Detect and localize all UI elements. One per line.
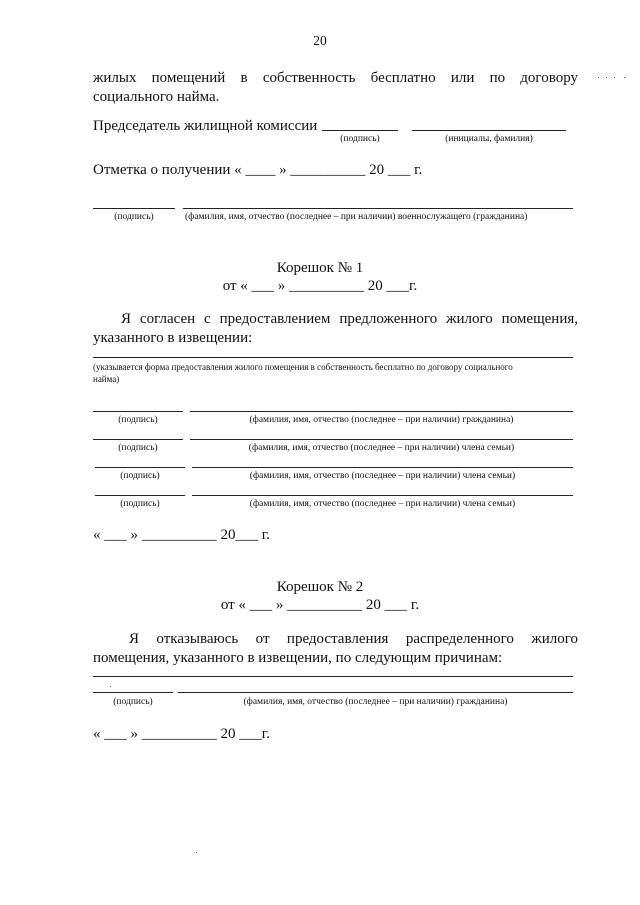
stub1-text-line-2: указанного в извещении: bbox=[93, 330, 253, 346]
stub2-sig-line bbox=[93, 692, 173, 693]
scan-speck bbox=[624, 77, 625, 78]
stub1-footer-date: « ___ » __________ 20___ г. bbox=[93, 527, 270, 543]
stub1-sig-caption-1: (подпись) bbox=[118, 415, 158, 425]
chairman-signature-line bbox=[322, 130, 398, 131]
stub1-sig-caption-2: (подпись) bbox=[118, 443, 158, 453]
stub1-sig-caption-3: (подпись) bbox=[120, 471, 160, 481]
chairman-initials-line bbox=[412, 130, 566, 131]
stub1-name-caption-3: (фамилия, имя, отчество (последнее – при наличии) члена семьи) bbox=[249, 471, 516, 481]
stub2-title: Корешок № 2 bbox=[276, 579, 364, 595]
stub1-sig-caption-4: (подпись) bbox=[120, 499, 160, 509]
chairman-initials-caption: (инициалы, фамилия) bbox=[445, 134, 533, 144]
scan-speck bbox=[614, 77, 615, 78]
stub2-name-line bbox=[178, 692, 573, 693]
receipt-mark: Отметка о получении « ____ » __________ 20 ___ г. bbox=[93, 162, 423, 178]
receipt-name-caption: (фамилия, имя, отчество (последнее – при наличии) военнослужащего (гражданина) bbox=[185, 212, 528, 222]
stub1-sig-line-4 bbox=[95, 495, 185, 496]
stub1-date: от « ___ » __________ 20 ___г. bbox=[222, 278, 418, 294]
receipt-signature-line bbox=[93, 208, 175, 209]
stub1-text-line-1: Я согласен с предоставлением предложенного жилого помещения, bbox=[121, 311, 578, 327]
stub2-footer-date: « ___ » __________ 20 ___г. bbox=[93, 726, 270, 742]
stub1-form-caption-2: найма) bbox=[93, 374, 120, 384]
stub2-date: от « ___ » __________ 20 ___ г. bbox=[220, 597, 420, 613]
stub1-name-caption-4: (фамилия, имя, отчество (последнее – при наличии) члена семьи) bbox=[249, 499, 516, 509]
receipt-signature-caption: (подпись) bbox=[114, 212, 154, 222]
scan-speck bbox=[598, 77, 599, 78]
scan-speck bbox=[196, 852, 197, 853]
intro-line-2: социального найма. bbox=[93, 89, 220, 105]
stub1-form-line bbox=[93, 357, 573, 358]
stub1-name-line-1 bbox=[190, 411, 573, 412]
stub2-text-line-2: помещения, указанного в извещении, по следующим причинам: bbox=[93, 650, 503, 666]
stub1-form-caption-1: (указывается форма предоставления жилого помещения в собственность бесплатно по договору социального bbox=[93, 362, 513, 372]
stub1-name-line-4 bbox=[192, 495, 573, 496]
stub1-name-caption-2: (фамилия, имя, отчество (последнее – при наличии) члена семьи) bbox=[248, 443, 515, 453]
chairman-label: Председатель жилищной комиссии bbox=[93, 118, 318, 134]
stub2-text-line-1: Я отказываюсь от предоставления распределенного жилого bbox=[129, 631, 578, 647]
stub2-sig-caption: (подпись) bbox=[113, 697, 153, 707]
page-number: 20 bbox=[313, 33, 327, 48]
stub1-title: Корешок № 1 bbox=[276, 260, 364, 276]
stub2-reason-line bbox=[93, 676, 573, 677]
stub1-sig-line-1 bbox=[93, 411, 183, 412]
chairman-signature-caption: (подпись) bbox=[340, 134, 380, 144]
intro-line-1: жилых помещений в собственность бесплатно или по договору bbox=[93, 70, 578, 86]
scan-speck bbox=[110, 686, 111, 687]
scan-speck bbox=[606, 77, 607, 78]
receipt-name-line bbox=[183, 208, 573, 209]
stub2-name-caption: (фамилия, имя, отчество (последнее – при наличии) гражданина) bbox=[243, 697, 508, 707]
stub1-name-line-3 bbox=[192, 467, 573, 468]
stub1-sig-line-2 bbox=[93, 439, 183, 440]
stub1-sig-line-3 bbox=[95, 467, 185, 468]
stub1-name-caption-1: (фамилия, имя, отчество (последнее – при наличии) гражданина) bbox=[249, 415, 514, 425]
stub1-name-line-2 bbox=[190, 439, 573, 440]
